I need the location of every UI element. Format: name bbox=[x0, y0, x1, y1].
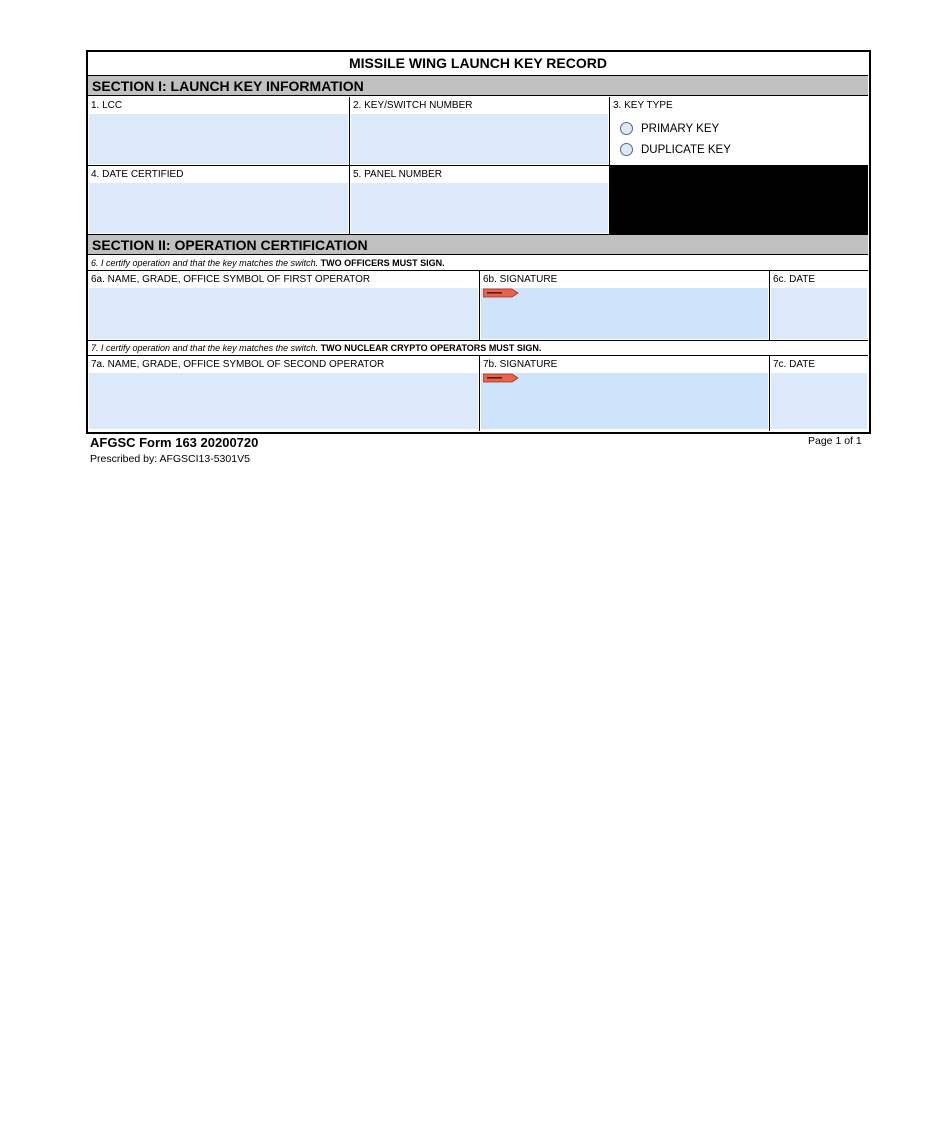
signature-7b-cell bbox=[480, 356, 770, 431]
key-type-cell bbox=[610, 97, 868, 166]
signature-7b-field[interactable] bbox=[481, 373, 768, 429]
prescribed-by: Prescribed by: AFGSCI13-5301V5 bbox=[90, 453, 250, 465]
page-number: Page 1 of 1 bbox=[808, 435, 862, 447]
second-operator-cell bbox=[88, 356, 480, 431]
lcc-cell bbox=[88, 97, 350, 166]
second-operator-label: 7a. NAME, GRADE, OFFICE SYMBOL OF SECOND OPERATOR bbox=[91, 359, 385, 370]
lcc-label: 1. LCC bbox=[91, 100, 123, 111]
cert-6-italic: 6. I certify operation and that the key matches the switch. bbox=[91, 258, 319, 268]
first-operator-input[interactable] bbox=[89, 288, 478, 339]
launch-key-record-form bbox=[86, 50, 871, 434]
cert-7-bold: TWO NUCLEAR CRYPTO OPERATORS MUST SIGN. bbox=[320, 343, 542, 353]
primary-key-radio[interactable] bbox=[620, 122, 633, 135]
key-type-label: 3. KEY TYPE bbox=[613, 100, 673, 111]
first-operator-cell bbox=[88, 271, 480, 341]
date-certified-cell bbox=[88, 166, 350, 235]
section-2-header: SECTION II: OPERATION CERTIFICATION bbox=[88, 235, 868, 255]
panel-number-cell bbox=[350, 166, 610, 235]
date-6c-cell bbox=[770, 271, 868, 341]
primary-key-label: PRIMARY KEY bbox=[641, 122, 720, 135]
signature-7b-label: 7b. SIGNATURE bbox=[483, 359, 558, 370]
date-6c-label: 6c. DATE bbox=[773, 274, 816, 285]
form-title: MISSILE WING LAUNCH KEY RECORD bbox=[88, 52, 868, 76]
section-1-header: SECTION I: LAUNCH KEY INFORMATION bbox=[88, 76, 868, 96]
date-7c-input[interactable] bbox=[771, 373, 867, 429]
date-7c-label: 7c. DATE bbox=[773, 359, 816, 370]
lcc-input[interactable] bbox=[89, 114, 348, 164]
sign-here-tag-icon[interactable] bbox=[483, 373, 519, 383]
key-switch-label: 2. KEY/SWITCH NUMBER bbox=[353, 100, 473, 111]
signature-6b-cell bbox=[480, 271, 770, 341]
cert-7-statement bbox=[88, 341, 868, 356]
date-certified-label: 4. DATE CERTIFIED bbox=[91, 169, 184, 180]
date-6c-input[interactable] bbox=[771, 288, 867, 339]
panel-number-input[interactable] bbox=[351, 183, 608, 233]
cert-6-bold: TWO OFFICERS MUST SIGN. bbox=[320, 258, 445, 268]
signature-6b-field[interactable] bbox=[481, 288, 768, 339]
first-operator-label: 6a. NAME, GRADE, OFFICE SYMBOL OF FIRST OPERATOR bbox=[91, 274, 371, 285]
key-switch-input[interactable] bbox=[351, 114, 608, 164]
panel-number-label: 5. PANEL NUMBER bbox=[353, 169, 442, 180]
date-7c-cell bbox=[770, 356, 868, 431]
date-certified-input[interactable] bbox=[89, 183, 348, 233]
sign-here-tag-icon[interactable] bbox=[483, 288, 519, 298]
duplicate-key-option[interactable] bbox=[620, 143, 731, 156]
cert-7-italic: 7. I certify operation and that the key matches the switch. bbox=[91, 343, 319, 353]
duplicate-key-radio[interactable] bbox=[620, 143, 633, 156]
key-switch-cell bbox=[350, 97, 610, 166]
form-identifier: AFGSC Form 163 20200720 bbox=[90, 435, 259, 450]
signature-6b-label: 6b. SIGNATURE bbox=[483, 274, 558, 285]
duplicate-key-label: DUPLICATE KEY bbox=[641, 143, 731, 156]
redacted-block bbox=[610, 166, 868, 235]
cert-6-statement bbox=[88, 256, 868, 271]
primary-key-option[interactable] bbox=[620, 122, 719, 135]
second-operator-input[interactable] bbox=[89, 373, 478, 429]
